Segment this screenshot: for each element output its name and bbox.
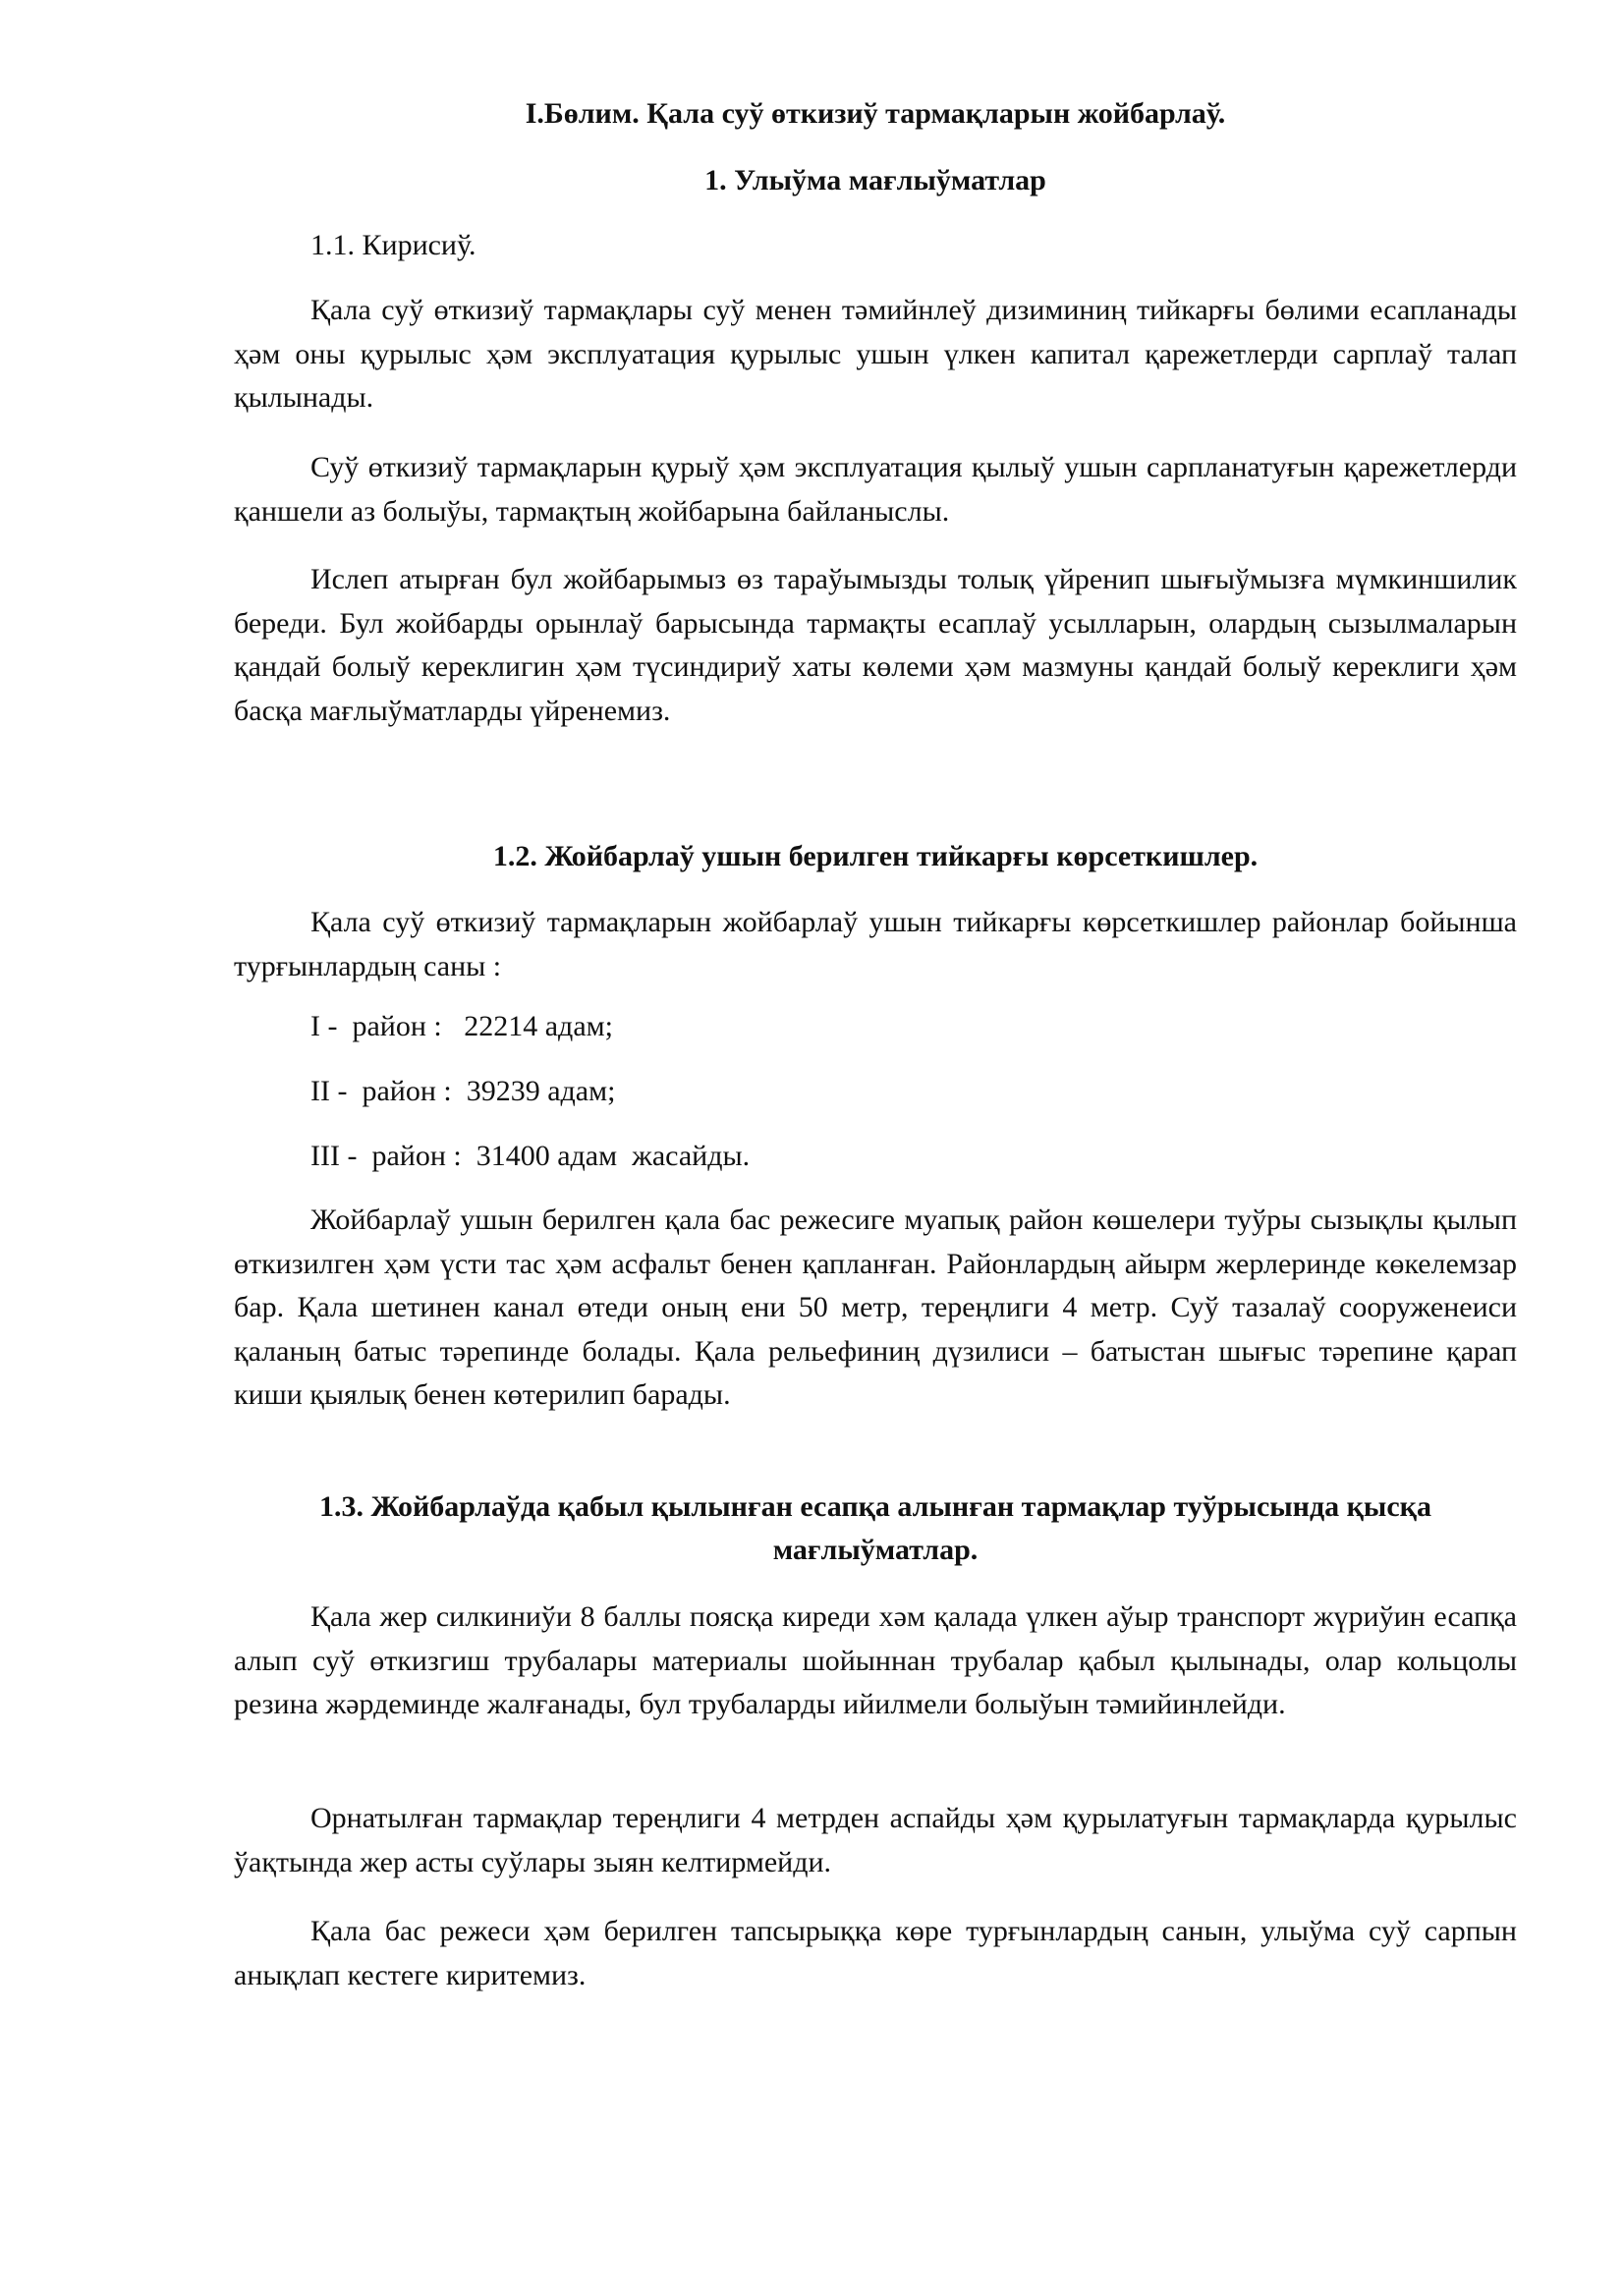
paragraph-city-plan: Жойбарлаў ушын берилген қала бас режесиге муапық район көшелери туўры сызықлы қылып өткизилген ҳәм үсти тас ҳәм асфальт бенен қапланған. Районлардың айырм жерлеринде көкелемзар бар. Қала шетинен канал өтеди оның ени 50 метр, тереңлиги 4 метр. Суў тазалаў сооруженеиси қаланың батыс тәрепинде болады. Қала рельефиниң дүзилиси – батыстан шығыс тәрепине қарап киши қыялық бенен көтерилип барады.: [234, 1204, 1517, 1411]
paragraph-depth: Орнатылған тармақлар тереңлиги 4 метрден аспайды ҳәм қурылатуғын тармақларда қурылыс ўақтында жер асты суўлары зыян келтирмейди.: [234, 1802, 1517, 1878]
paragraph-intro: Қала суў өткизиў тармақлары суў менен тәмийнлеў дизиминиң тийкарғы бөлими есапланады ҳәм оны қурылыс ҳәм эксплуатация қурылыс ушын үлкен капитал қарежетлерди сарплаў талап қылынады.: [234, 294, 1517, 414]
chapter-title: 1. Улыўма мағлыўматлар: [704, 164, 1046, 196]
district-3-population: III - район : 31400 адам жасайды.: [310, 1140, 751, 1172]
paragraph-pipe-materials: Қала жер силкиниўи 8 баллы поясқа киреди хәм қалада үлкен аўыр транспорт жүриўин есапқа алып суў өткизгиш трубалары материалы шойыннан трубалар қабыл қылынады, олар кольцолы резина жәрдеминде жалғанады, бул трубаларды ийилмели болыўын тәмийинлейди.: [234, 1600, 1517, 1720]
subsection-1-2-heading: 1.2. Жойбарлаў ушын берилген тийкарғы көрсеткишлер.: [492, 840, 1259, 872]
paragraph-indicators: Қала суў өткизиў тармақларын жойбарлаў ушын тийкарғы көрсеткишлер районлар бойынша турғынлардың саны :: [234, 906, 1517, 982]
district-1-population: I - район : 22214 адам;: [310, 1010, 613, 1042]
paragraph-table-intro: Қала бас режеси ҳәм берилген тапсырыққа көре турғынлардың санын, улыўма суў сарпын анықлап кестеге киритемиз.: [234, 1915, 1517, 1991]
district-2-population: II - район : 39239 адам;: [310, 1075, 616, 1107]
paragraph-costs: Суў өткизиў тармақларын қурыў ҳәм эксплуатация қылыў ушын сарпланатуғын қарежетлерди қаншели аз болыўы, тармақтың жойбарына байланыслы.: [234, 451, 1517, 528]
section-title: I.Бөлим. Қала суў өткизиў тармақларын жойбарлаў.: [525, 97, 1226, 130]
subsection-1-3-heading: 1.3. Жойбарлаўда қабыл қылынған есапқа алынған тармақлар туўрысында қысқа мағлыўматлар.: [319, 1490, 1431, 1566]
paragraph-project-goals: Ислеп атырған бул жойбарымыз өз тараўымызды толық үйренип шығыўмызға мүмкиншилик береди. Бул жойбарды орынлаў барысында тармақты есаплаў усылларын, олардың сызылмаларын қандай болыў кереклигин ҳәм түсиндириў хаты көлеми ҳәм мазмуны қандай болыў кереклиги ҳәм басқа мағлыўматларды үйренемиз.: [234, 563, 1517, 727]
subsection-1-1-heading: 1.1. Кирисиў.: [310, 229, 476, 261]
